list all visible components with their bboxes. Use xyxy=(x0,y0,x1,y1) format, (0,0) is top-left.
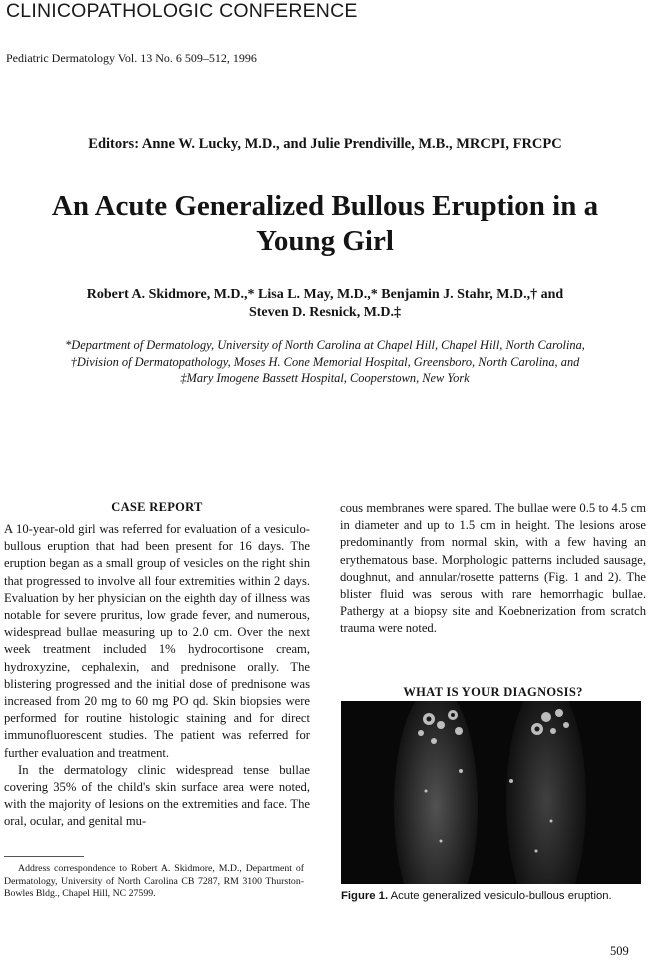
footnote-text: Address correspondence to Robert A. Skidmore, M.D., Department of Dermatology, University of North Carolina CB 7287, RM 3100 Thurston-Bowles Bldg., Chapel Hill, NC 27599. xyxy=(4,863,304,899)
authors xyxy=(0,286,650,322)
editors-line: Editors: Anne W. Lucky, M.D., and Julie Prendiville, M.B., MRCPI, FRCPC xyxy=(88,136,562,152)
correspondence-footnote xyxy=(4,863,304,901)
clinical-photograph xyxy=(341,701,641,884)
case-paragraph-2: In the dermatology clinic widespread tense bullae covering 35% of the child's skin surface area were noted, with the majority of lesions on the extremities and face. The oral, ocular, and genital mu- xyxy=(4,762,310,829)
title-line-1: An Acute Generalized Bullous Eruption in a xyxy=(51,190,599,222)
diagnosis-heading: WHAT IS YOUR DIAGNOSIS? xyxy=(403,685,583,699)
affiliation-line-2: †Division of Dermatopathology, Moses H. Cone Memorial Hospital, Greensboro, North Carolina, and xyxy=(70,354,580,369)
bullous-eruption-photo xyxy=(341,701,641,884)
left-column-text xyxy=(4,521,310,831)
figure-label: Figure 1. xyxy=(341,890,389,902)
page-number: 509 xyxy=(610,944,629,958)
case-report-heading: CASE REPORT xyxy=(111,500,203,514)
authors-line-1: Robert A. Skidmore, M.D.,* Lisa L. May, M.D.,* Benjamin J. Stahr, M.D.,† and xyxy=(86,287,564,302)
affiliations xyxy=(0,337,650,387)
right-column-text xyxy=(340,500,646,638)
figure-caption xyxy=(341,890,646,902)
case-paragraph-1: A 10-year-old girl was referred for evaluation of a vesiculo-bullous eruption that had been present for 16 days. The eruption began as a small group of vesicles on the right shin that progressed to involve all four extremities within 2 days. Evaluation by her physician on the eighth day of illness was notable for severe pruritus, low grade fever, and numerous, widespread bullae measuring up to 2.0 cm. Over the next week treatment included 1% hydrocortisone cream, hydroxyzine, cephalexin, and prednisone orally. The blistering progressed and the initial dose of prednisone was increased from 20 mg to 60 mg PO qd. Skin biopsies were performed for routine histologic staining and for direct immunofluorescent studies. The patient was referred for further evaluation and treatment. xyxy=(4,522,310,760)
case-paragraph-2-continued: cous membranes were spared. The bullae were 0.5 to 4.5 cm in diameter and up to 1.5 cm in height. The lesions arose predominantly from normal skin, with a few having an erythematous base. Morphologic patterns included sausage, doughnut, and annular/rosette patterns (Fig. 1 and 2). The blister fluid was serous with rare hemorrhagic bullae. Pathergy at a biopsy site and Koebnerization from scratch trauma were noted. xyxy=(340,501,646,636)
article-title xyxy=(0,189,650,259)
footnote-divider xyxy=(4,856,84,857)
figure-caption-text: Acute generalized vesiculo-bullous eruption. xyxy=(388,890,612,902)
affiliation-line-3: ‡Mary Imogene Bassett Hospital, Cooperstown, New York xyxy=(180,371,470,385)
authors-line-2: Steven D. Resnick, M.D.‡ xyxy=(248,305,402,320)
affiliation-line-1: *Department of Dermatology, University of North Carolina at Chapel Hill, Chapel Hill, North Carolina, xyxy=(65,338,585,352)
section-header: CLINICOPATHOLOGIC CONFERENCE xyxy=(6,0,358,22)
journal-citation: Pediatric Dermatology Vol. 13 No. 6 509–512, 1996 xyxy=(6,51,257,65)
title-line-2: Young Girl xyxy=(256,225,394,257)
